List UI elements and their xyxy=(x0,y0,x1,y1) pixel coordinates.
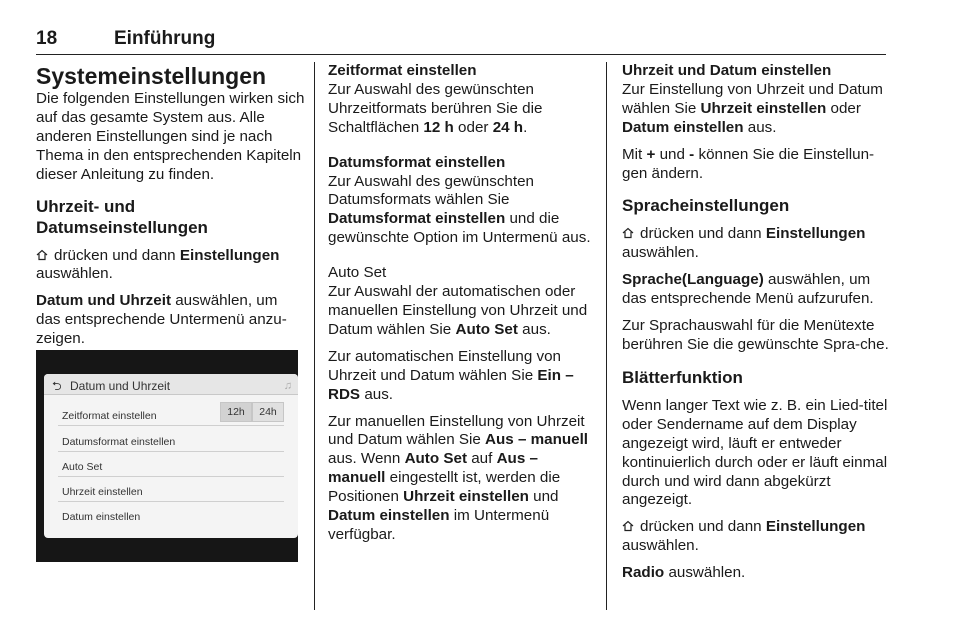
paragraph: drücken und dann Einstellungen auswählen. xyxy=(36,246,280,283)
menu-row: Datum einstellen xyxy=(62,511,141,523)
item-heading: Auto Set xyxy=(328,264,387,282)
display-screen xyxy=(44,374,298,538)
page-header xyxy=(36,28,886,55)
home-icon xyxy=(622,227,634,239)
section-heading: Spracheinstellungen xyxy=(622,196,790,216)
menu-row: Datumsformat einstellen xyxy=(58,426,284,452)
paragraph: Zur Auswahl des gewünschten Datumsformats wählen Sie Datumsformat einstellen und die gewünschte Option im Untermenü aus. xyxy=(328,172,591,247)
item-heading: Uhrzeit und Datum einstellen xyxy=(622,62,832,79)
back-arrow-icon: ⮌ xyxy=(52,379,62,393)
music-note-icon: ♫ xyxy=(283,380,292,392)
paragraph: Wenn langer Text wie z. B. ein Lied-titel oder Sendername auf dem Display angezeigt wird, läuft er entweder kontinuierlich durch oder er läuft einmal durch und wird dann abgekürzt angezeigt. xyxy=(622,396,888,509)
paragraph: Zur manuellen Einstellung von Uhrzeit und Datum wählen Sie Aus – manuell aus. Wenn Auto Set auf Aus – manuell eingestellt ist, werden die Positionen Uhrzeit einstellen und Datum einstellen im Untermenü verfügbar. xyxy=(328,412,589,543)
home-icon xyxy=(36,249,48,261)
column-1 xyxy=(36,62,306,523)
column-divider xyxy=(606,62,607,610)
menu-row: Uhrzeit einstellen xyxy=(58,476,284,502)
paragraph: drücken und dann Einstellungen auswählen. xyxy=(622,518,866,555)
item-heading: Zeitformat einstellen xyxy=(328,62,477,79)
paragraph: drücken und dann Einstellungen auswählen. xyxy=(622,225,866,262)
paragraph: Datum und Uhrzeit auswählen, um das entsprechende Untermenü anzu-zeigen. xyxy=(36,292,287,348)
seg-12h: 12h xyxy=(220,402,252,422)
paragraph: Zur Sprachauswahl für die Menütexte berühren Sie die gewünschte Spra-che. xyxy=(622,317,889,353)
column-2 xyxy=(328,62,596,553)
subsection-heading: Uhrzeit- und Datumseinstellungen xyxy=(36,196,208,237)
item-heading: Datumsformat einstellen xyxy=(328,153,506,171)
home-icon xyxy=(622,520,634,532)
paragraph: Mit + und - können Sie die Einstellun-gen ändern. xyxy=(622,145,875,182)
paragraph: Sprache(Language) auswählen, um das entsprechende Menü aufzurufen. xyxy=(622,271,874,308)
time-format-toggle xyxy=(220,402,284,420)
section-heading: Systemeinstellungen xyxy=(36,63,267,89)
screen-title: Datum und Uhrzeit xyxy=(70,379,171,393)
intro-paragraph: Die folgenden Einstellungen wirken sich auf das gesamte System aus. Alle anderen Einstellungen sind je nach Thema in den entsprechenden Kapiteln dieser Anleitung zu finden. xyxy=(36,90,305,183)
seg-24h: 24h xyxy=(252,402,284,422)
section-heading: Blätterfunktion xyxy=(622,367,743,387)
paragraph: Zur automatischen Einstellung von Uhrzeit und Datum wählen Sie Ein – RDS aus. xyxy=(328,347,574,403)
menu-row: Zeitformat einstellen 12h 24h xyxy=(58,400,284,426)
chapter-title: Einführung xyxy=(114,28,216,49)
column-3 xyxy=(622,62,890,591)
column-divider xyxy=(314,62,315,610)
menu-row: Auto Set xyxy=(58,451,284,477)
paragraph: Zur Auswahl des gewünschten Uhrzeitformats berühren Sie die Schaltflächen 12 h oder 24 h. xyxy=(328,80,543,136)
screen-image xyxy=(36,350,298,562)
paragraph: Zur Auswahl der automatischen oder manuellen Einstellung von Uhrzeit und Datum wählen Sie Auto Set aus. xyxy=(328,283,588,338)
paragraph: Radio auswählen. xyxy=(622,564,746,582)
page-number: 18 xyxy=(36,28,58,49)
paragraph: Zur Einstellung von Uhrzeit und Datum wählen Sie Uhrzeit einstellen oder Datum einstellen aus. xyxy=(622,80,883,136)
screen-title-bar xyxy=(44,374,298,395)
